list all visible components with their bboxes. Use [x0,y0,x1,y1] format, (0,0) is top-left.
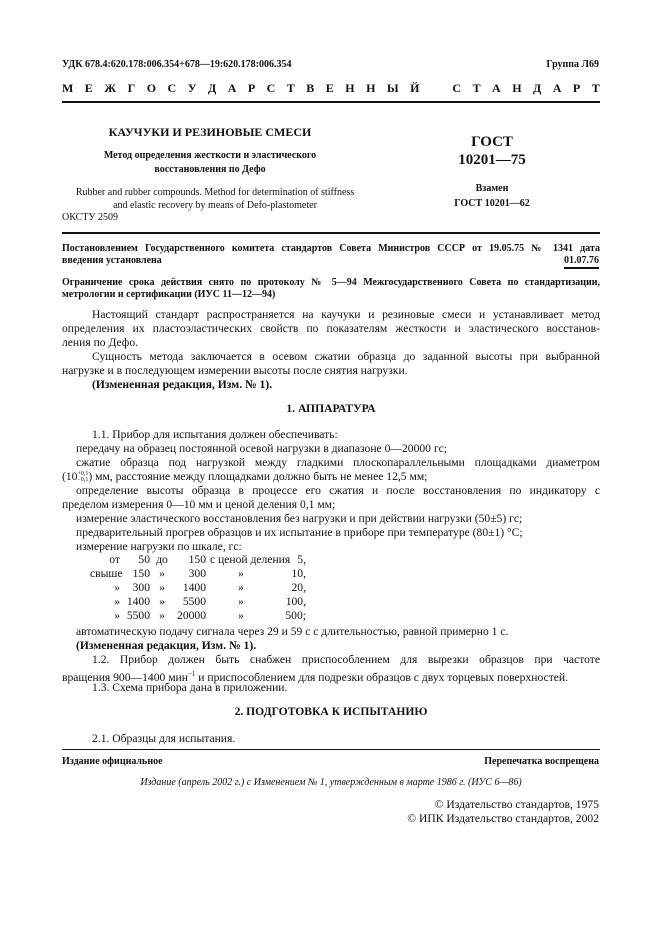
s1-line-4: (10 +0,1 −0,1 ) мм, расстояние между площадками должно быть не менее 12,5 мм; [62,470,428,484]
scale-cell-text: » [238,581,244,594]
introduction-date: 01.07.76 [564,254,599,269]
subtitle-line-1: Метод определения жесткости и эластического [103,150,317,161]
instead-label: Взамен [475,183,509,194]
banner-letter: С [167,81,177,95]
banner-letter: А [227,81,237,95]
banner-rule [62,101,600,103]
s1-line-9: измерение нагрузки по шкале, гс: [76,540,242,553]
s1-line-12: вращения 900—1400 мин$^{-1}$ и приспособлением для подрезки образцов с двух торцевых поверхностей. [62,670,569,684]
scale-cell-mid: до [156,553,168,566]
edition-note: Издание (апрель 2002 г.) с Изменением № 1, утвержденным в марте 1986 г. (ИУС 6—86) [140,777,522,788]
s1-line-2: передачу на образец постоянной осевой нагрузки в диапазоне 0—20000 гс; [76,442,447,455]
gost-label: ГОСТ [471,134,513,150]
s1-line-5: определение высоты образца в процессе его сжатия и после восстановления по индикатору с [76,484,600,497]
banner-interstate-standard [62,81,600,97]
banner-letter: С [452,81,462,95]
scale-cell-text: с ценой деления [210,553,291,566]
intro-p2-line-2: нагрузке и в последующем измерении высоты после снятия нагрузки. [62,364,408,377]
intro-p2-line-1: Сущность метода заключается в осевом сжатии образца до заданной высоты при выбранной [92,350,600,363]
copyright-2002: © ИПК Издательство стандартов, 2002 [407,812,599,825]
scale-cell-from: 50 [138,553,150,566]
banner-letter: А [552,81,562,95]
banner-letter: А [492,81,501,95]
scale-cell-pre: от [109,553,120,566]
banner-letter: В [306,81,315,95]
scale-cell-text: » [238,595,244,608]
scale-cell-text: » [238,567,244,580]
banner-letter: Н [512,81,522,95]
copyright-1975: © Издательство стандартов, 1975 [434,798,599,811]
scale-cell-pre: » [114,609,120,622]
banner-letter: Д [207,81,217,95]
banner-letter: Е [325,81,334,95]
scale-cell-from: 300 [132,581,150,594]
udk-code: УДК 678.4:620.178:006.354+678—19:620.178:006.354 [62,59,292,70]
reprint-prohibited: Перепечатка воспрещена [484,756,599,767]
banner-letter: Ы [386,81,399,95]
banner-letter: О [146,81,157,95]
scale-cell-mid: » [159,581,165,594]
scale-cell-to: 20000 [177,609,206,622]
subtitle-line-2: восстановления по Дефо [154,164,266,175]
scale-cell-val: 100, [285,595,306,608]
scale-cell-mid: » [159,609,165,622]
scale-cell-pre: » [114,581,120,594]
restriction-line-2: метрологии и сертификации (ИУС 11—12—94) [62,289,276,300]
intro-p1-line-2: определения их пластоэластических свойств по показателям жесткости и эластического восстанов- [62,322,600,335]
banner-letter: Т [472,81,481,95]
banner-letter: Т [591,81,600,95]
banner-letter: Г [127,81,136,95]
s1-line-1: 1.1. Прибор для испытания должен обеспечивать: [92,428,338,441]
scale-cell-to: 300 [188,567,206,580]
restriction-line-1: Ограничение срока действия снято по протоколу № 5—94 Межгосударственного Совета по стандартизации, [62,277,600,288]
banner-letter: Е [84,81,93,95]
official-edition: Издание официальное [62,756,163,767]
scale-cell-pre: » [114,595,120,608]
instead-number: ГОСТ 10201—62 [454,198,530,209]
banner-letter: Н [345,81,355,95]
decree-line-2: введения установлена [62,255,162,266]
s2-line-1: 2.1. Образцы для испытания. [92,732,236,745]
s1-line-6: пределом измерения 0—10 мм и ценой деления 0,1 мм; [62,498,336,511]
banner-letter: Й [410,81,420,95]
s1-line-8: предварительный прогрев образцов и их испытание в приборе при температуре (80±1) °С; [76,526,523,539]
banner-letter: Т [286,81,295,95]
scale-cell-val: 20, [291,581,306,594]
decree-line-1: Постановлением Государственного комитета стандартов Совета Министров СССР от 19.05.75 № 1341 дата [62,243,600,254]
gost-number: 10201—75 [458,152,526,168]
scale-cell-val: 10, [291,567,306,580]
title-rule [62,232,600,234]
scale-cell-mid: » [159,595,165,608]
s1-line-11: 1.2. Прибор должен быть снабжен приспособлением для вырезки образцов при частоте [92,653,600,666]
scale-cell-to: 1400 [182,581,206,594]
group-code: Группа Л69 [546,59,599,70]
scale-cell-pre: свыше [90,567,123,580]
banner-letter: С [266,81,276,95]
section-2-heading: 2. ПОДГОТОВКА К ИСПЫТАНИЮ [234,705,428,718]
scale-cell-from: 5500 [126,609,150,622]
s1-line-3: сжатие образца под нагрузкой между гладкими плоскопараллельными площадками диаметром [76,456,600,469]
document-title: КАУЧУКИ И РЕЗИНОВЫЕ СМЕСИ [108,125,312,139]
intro-p1-line-3: ления по Дефо. [62,336,139,349]
english-title-line-1: Rubber and rubber compounds. Method for determination of stiffness [75,187,355,198]
scale-cell-from: 150 [132,567,150,580]
scale-cell-from: 1400 [126,595,150,608]
english-title-line-2: and elastic recovery by means of Defo-plastometer [113,200,317,211]
intro-amendment: (Измененная редакция, Изм. № 1). [92,378,273,391]
okstu-code: ОКСТУ 2509 [62,212,119,223]
scale-cell-text: » [238,609,244,622]
banner-letter: Н [366,81,376,95]
scale-cell-to: 5500 [182,595,206,608]
banner-letter: Р [572,81,581,95]
intro-p1-line-1: Настоящий стандарт распространяется на каучуки и резиновые смеси и устанавливает метод [92,308,600,321]
banner-letter: Ж [104,81,117,95]
scale-cell-val: 500; [285,609,306,622]
s1-line-7: измерение эластического восстановления без нагрузки и при действии нагрузки (50±5) гс; [76,512,523,525]
s1-line-10: автоматическую подачу сигнала через 29 и 59 с с длительностью, равной примерно 1 с. [76,625,509,638]
banner-letter [431,81,441,97]
footer-rule [62,749,600,750]
banner-letter: М [62,81,74,95]
scale-cell-to: 150 [188,553,206,566]
banner-letter: Р [247,81,256,95]
banner-letter: Д [533,81,542,95]
s1-line-13: 1.3. Схема прибора дана в приложении. [92,681,288,694]
s1-amendment: (Измененная редакция, Изм. № 1). [76,639,257,652]
section-1-heading: 1. АППАРАТУРА [286,402,376,415]
scale-cell-mid: » [159,567,165,580]
banner-letter: У [187,81,197,95]
scale-cell-val: 5, [297,553,306,566]
